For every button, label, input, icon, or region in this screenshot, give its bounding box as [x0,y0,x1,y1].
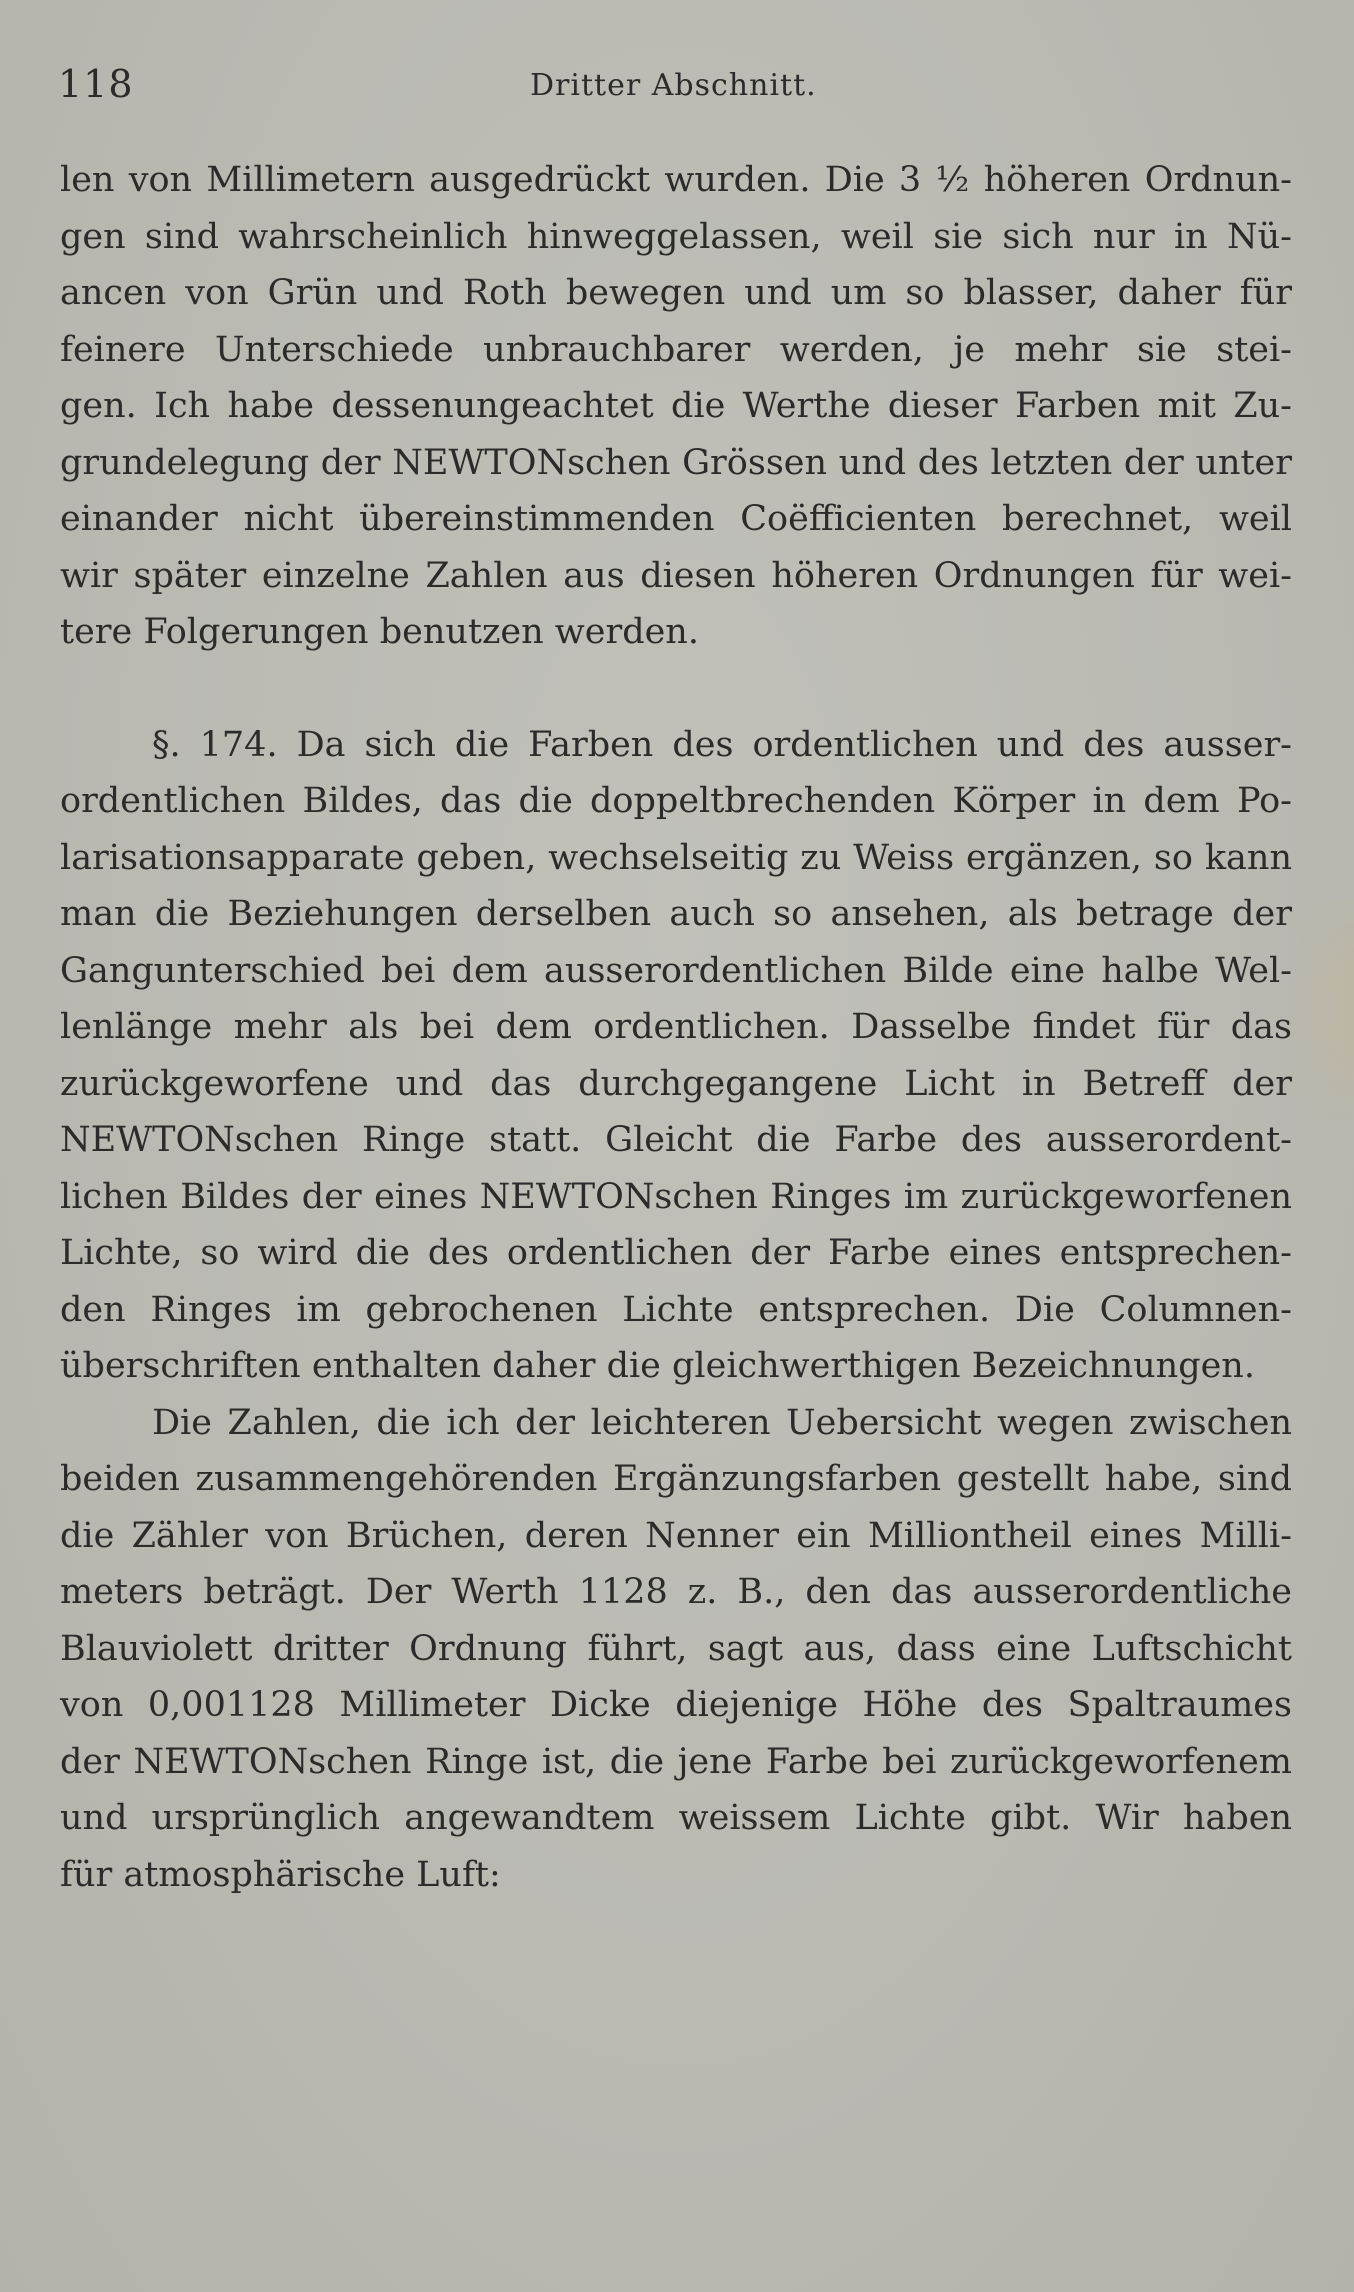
text-line: Gangunterschied bei dem ausserordentlichen Bilde eine halbe Wel- [60,950,1292,991]
text-line: lichen Bildes der eines NEWTONschen Ringes im zurückgeworfenen [60,1176,1292,1217]
section-gap [60,661,1292,717]
paragraph-section-174 [60,717,1292,1395]
text-line: überschriften enthalten daher die gleichwerthigen Bezeichnungen. [60,1346,1255,1386]
text-line: ordentlichen Bildes, das die doppeltbrechenden Körper in dem Po- [60,781,1292,821]
text-line: von 0,001128 Millimeter Dicke diejenige Höhe des Spaltraumes [60,1685,1292,1725]
text-line: ancen von Grün und Roth bewegen und um so blasser, daher für [60,273,1292,313]
text-line: Blauviolett dritter Ordnung führt, sagt aus, dass eine Luftschicht [60,1628,1292,1669]
text-line: den Ringes im gebrochenen Lichte entsprechen. Die Columnen- [60,1289,1292,1330]
text-line: larisationsapparate geben, wechselseitig zu Weiss ergänzen, so kann [60,837,1292,878]
text-line: einander nicht übereinstimmenden Coëfficienten berechnet, weil [60,499,1292,539]
text-line: und ursprünglich angewandtem weissem Lichte gibt. Wir haben [60,1798,1292,1838]
text-line: man die Beziehungen derselben auch so ansehen, als betrage der [60,894,1292,934]
paragraph-1 [60,152,1292,661]
text-line: meters beträgt. Der Werth 1128 z. B., den das ausserordentliche [60,1572,1292,1612]
text-line: gen. Ich habe dessenungeachtet die Werthe dieser Farben mit Zu- [60,386,1292,426]
text-line: wir später einzelne Zahlen aus diesen höheren Ordnungen für wei- [60,555,1292,596]
text-line: len von Millimetern ausgedrückt wurden. Die 3 ½ höheren Ordnun- [60,160,1292,200]
text-line: NEWTONschen Ringe statt. Gleicht die Farbe des ausserordent- [60,1120,1292,1160]
text-line: zurückgeworfene und das durchgegangene Licht in Betreff der [60,1063,1292,1104]
text-line: grundelegung der NEWTONschen Grössen und des letzten der unter [60,442,1292,483]
text-line: tere Folgerungen benutzen werden. [60,612,699,652]
page-header [58,62,1298,112]
paper-stain [1294,900,1354,1120]
page-number: 118 [58,62,134,106]
text-line: gen sind wahrscheinlich hinweggelassen, weil sie sich nur in Nü- [60,216,1292,257]
text-line: Die Zahlen, die ich der leichteren Uebersicht wegen zwischen [152,1402,1292,1443]
text-line: lenlänge mehr als bei dem ordentlichen. Dasselbe findet für das [60,1007,1292,1047]
text-line: §. 174. Da sich die Farben des ordentlichen und des ausser- [152,724,1292,765]
text-line: Lichte, so wird die des ordentlichen der Farbe eines entsprechen- [60,1233,1292,1273]
text-line: der NEWTONschen Ringe ist, die jene Farbe bei zurückgeworfenem [60,1741,1292,1782]
body-text [60,152,1292,1903]
running-head: Dritter Abschnitt. [530,68,817,103]
text-line: feinere Unterschiede unbrauchbarer werden, je mehr sie stei- [60,329,1292,370]
text-line: die Zähler von Brüchen, deren Nenner ein Milliontheil eines Milli- [60,1515,1292,1556]
text-line: beiden zusammengehörenden Ergänzungsfarben gestellt habe, sind [60,1459,1292,1499]
text-line: für atmosphärische Luft: [60,1854,501,1895]
paragraph-3 [60,1395,1292,1904]
